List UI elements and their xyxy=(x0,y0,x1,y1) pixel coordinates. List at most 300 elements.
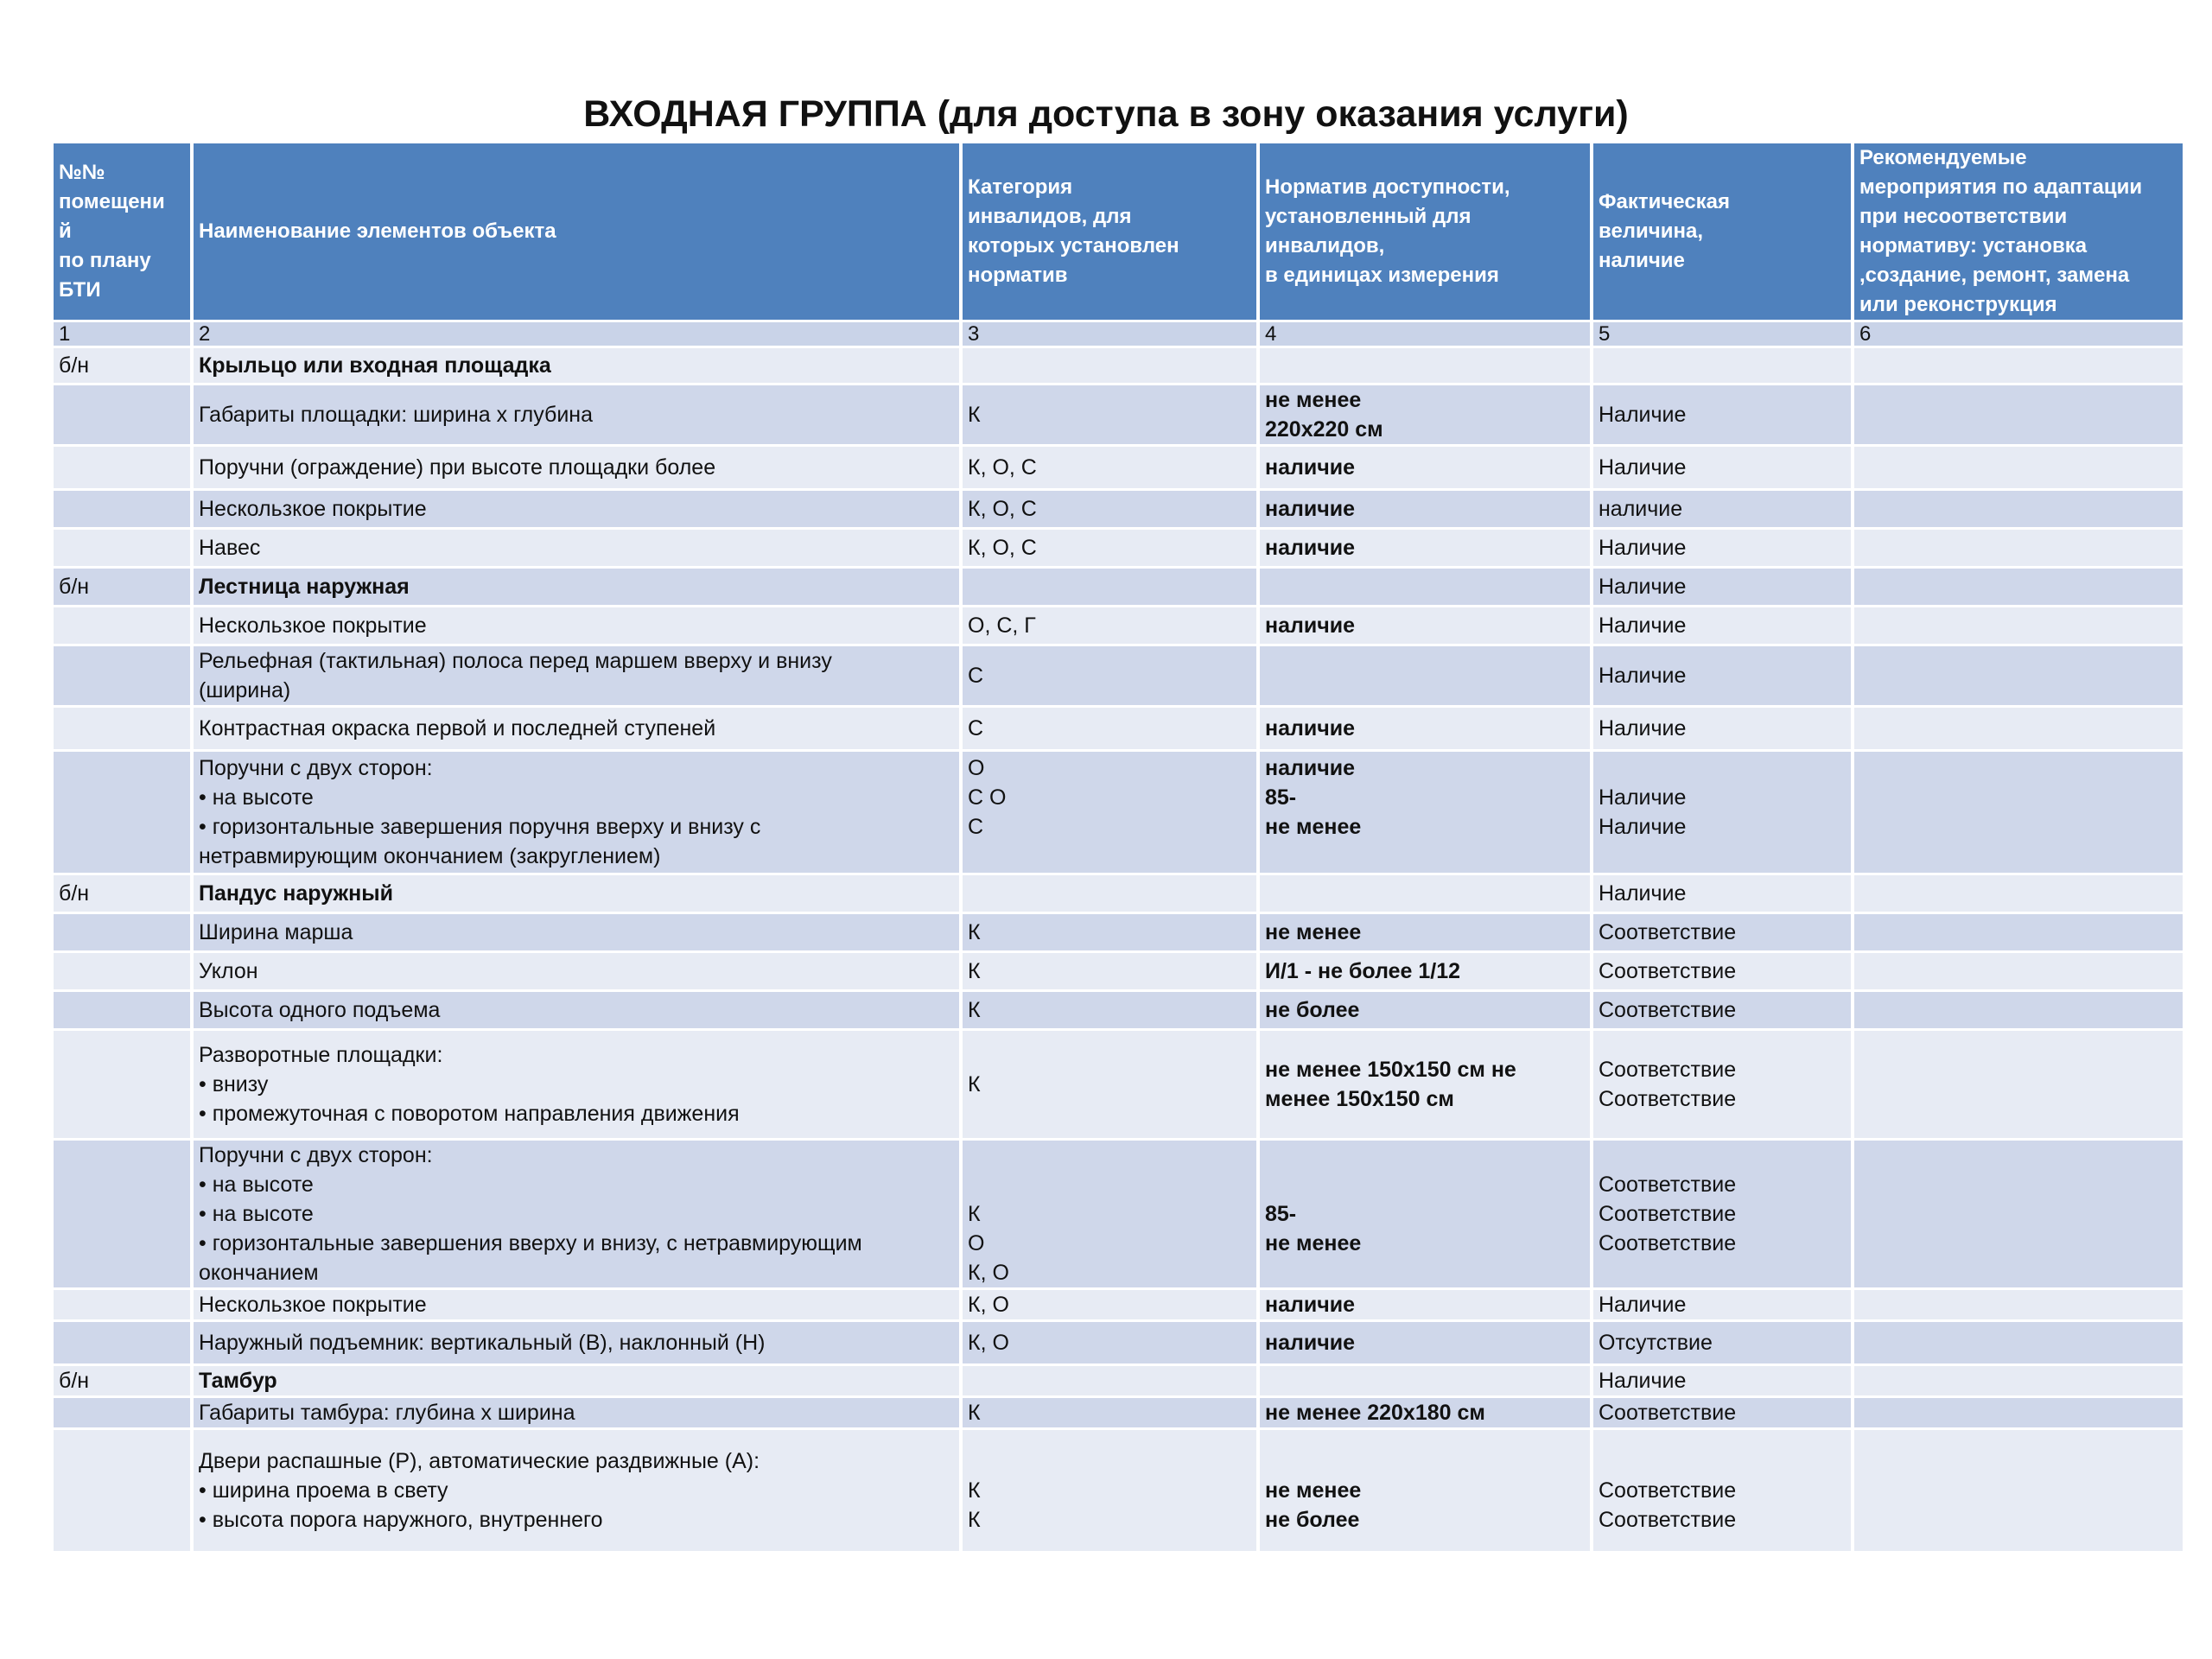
actual-value-cell xyxy=(1593,646,1851,705)
room-number-cell xyxy=(54,708,190,749)
table-row xyxy=(54,447,2183,488)
actual-value-cell-line: Соответствие xyxy=(1599,1058,1737,1082)
element-name-cell xyxy=(194,569,959,605)
category-cell xyxy=(963,569,1256,605)
recommendation-cell xyxy=(1854,708,2183,749)
norm-cell-line: не менее 220x180 см xyxy=(1265,1401,1485,1425)
element-name-cell xyxy=(194,348,959,383)
norm-cell-line: наличие xyxy=(1265,756,1356,780)
header-accessibility-norm xyxy=(1260,143,1590,320)
header-line: инвалидов, для xyxy=(968,205,1132,228)
element-name-cell-line: Лестница наружная xyxy=(199,575,410,599)
recommendation-cell xyxy=(1854,646,2183,705)
actual-value-cell-line: Соответствие xyxy=(1599,1173,1737,1197)
room-number-cell xyxy=(54,1141,190,1287)
table-row xyxy=(54,385,2183,444)
recommendation-cell xyxy=(1854,1141,2183,1287)
norm-cell-line: 85- xyxy=(1265,785,1297,810)
recommendation-cell xyxy=(1854,491,2183,527)
element-name-cell-line: • внизу xyxy=(199,1072,269,1096)
header-line: наличие xyxy=(1599,249,1685,272)
actual-value-cell xyxy=(1593,992,1851,1028)
room-number-cell xyxy=(54,1290,190,1319)
actual-value-cell xyxy=(1593,385,1851,444)
category-cell xyxy=(963,530,1256,566)
norm-cell-line: не более xyxy=(1265,998,1360,1022)
room-number-cell: б/н xyxy=(54,569,190,605)
element-name-cell-line: • на высоте xyxy=(199,785,314,810)
norm-cell-line xyxy=(1265,1170,1585,1199)
actual-value-cell-line xyxy=(1599,753,1846,783)
actual-value-cell-line: Наличие xyxy=(1599,1369,1687,1393)
category-cell-line: К, О, С xyxy=(968,536,1037,560)
category-cell xyxy=(963,875,1256,912)
recommendation-cell xyxy=(1854,1430,2183,1551)
element-name-cell xyxy=(194,708,959,749)
element-name-cell-line: Уклон xyxy=(199,959,258,983)
room-number-cell: б/н xyxy=(54,348,190,383)
header-element-name xyxy=(194,143,959,320)
element-name-cell-line: (ширина) xyxy=(199,678,291,702)
category-cell-line: К xyxy=(968,1508,981,1532)
room-number-cell xyxy=(54,1430,190,1551)
column-number: 2 xyxy=(194,322,959,346)
header-line: помещени xyxy=(59,190,165,213)
actual-value-cell-line xyxy=(1599,842,1846,871)
category-cell xyxy=(963,1430,1256,1551)
element-name-cell-line: Габариты площадки: ширина х глубина xyxy=(199,403,594,427)
category-cell xyxy=(963,752,1256,873)
actual-value-cell xyxy=(1593,1031,1851,1138)
norm-cell xyxy=(1260,385,1590,444)
norm-cell-line: наличие xyxy=(1265,455,1356,480)
category-cell xyxy=(963,1141,1256,1287)
header-line: величина, xyxy=(1599,219,1703,243)
recommendation-cell xyxy=(1854,607,2183,644)
element-name-cell-line: Нескользкое покрытие xyxy=(199,1293,427,1317)
category-cell-line: К xyxy=(968,1072,981,1096)
recommendation-cell xyxy=(1854,752,2183,873)
actual-value-cell xyxy=(1593,875,1851,912)
room-number-cell xyxy=(54,646,190,705)
header-line: мероприятия по адаптации xyxy=(1859,175,2143,199)
table-row xyxy=(54,607,2183,644)
header-line: Фактическая xyxy=(1599,190,1731,213)
norm-cell xyxy=(1260,752,1590,873)
norm-cell xyxy=(1260,607,1590,644)
category-cell xyxy=(963,914,1256,950)
room-number-cell xyxy=(54,1031,190,1138)
category-cell xyxy=(963,1366,1256,1395)
recommendation-cell xyxy=(1854,1031,2183,1138)
category-cell xyxy=(963,385,1256,444)
category-cell-line: К, О xyxy=(968,1331,1009,1355)
actual-value-cell xyxy=(1593,1430,1851,1551)
element-name-cell xyxy=(194,447,959,488)
norm-cell-line: наличие xyxy=(1265,716,1356,741)
norm-cell-line xyxy=(1265,1258,1585,1287)
column-number: 4 xyxy=(1260,322,1590,346)
header-line: или реконструкция xyxy=(1859,293,2057,316)
header-line: Наименование элементов объекта xyxy=(199,219,556,243)
room-number-cell xyxy=(54,530,190,566)
actual-value-cell-line: Соответствие xyxy=(1599,1231,1737,1255)
actual-value-cell-line: Соответствие xyxy=(1599,1478,1737,1503)
category-cell xyxy=(963,1290,1256,1319)
room-number-cell: б/н xyxy=(54,875,190,912)
column-number: 3 xyxy=(963,322,1256,346)
norm-cell-line: наличие xyxy=(1265,1293,1356,1317)
table-row xyxy=(54,1398,2183,1427)
recommendation-cell xyxy=(1854,1398,2183,1427)
category-cell xyxy=(963,348,1256,383)
category-cell-line: К, О xyxy=(968,1293,1009,1317)
actual-value-cell xyxy=(1593,447,1851,488)
norm-cell xyxy=(1260,530,1590,566)
element-name-cell xyxy=(194,1141,959,1287)
category-cell-line: К xyxy=(968,920,981,944)
actual-value-cell xyxy=(1593,708,1851,749)
table-row xyxy=(54,569,2183,605)
element-name-cell-line: • промежуточная с поворотом направления движения xyxy=(199,1102,740,1126)
room-number-cell xyxy=(54,992,190,1028)
actual-value-cell-line: Наличие xyxy=(1599,455,1687,480)
element-name-cell xyxy=(194,875,959,912)
header-line: Норматив доступности, xyxy=(1265,175,1510,199)
table-row xyxy=(54,1290,2183,1319)
actual-value-cell xyxy=(1593,953,1851,989)
actual-value-cell xyxy=(1593,1290,1851,1319)
element-name-cell-line: нетравмирующим окончанием (закруглением) xyxy=(199,844,661,868)
norm-cell xyxy=(1260,992,1590,1028)
actual-value-cell-line xyxy=(1599,1141,1846,1170)
norm-cell xyxy=(1260,348,1590,383)
column-numbers-row xyxy=(54,322,2183,346)
category-cell xyxy=(963,1031,1256,1138)
room-number-cell: б/н xyxy=(54,1366,190,1395)
norm-cell-line: наличие xyxy=(1265,1331,1356,1355)
category-cell-line: К, О, С xyxy=(968,455,1037,480)
column-number: 5 xyxy=(1593,322,1851,346)
norm-cell xyxy=(1260,953,1590,989)
table-row xyxy=(54,1322,2183,1363)
page-title: ВХОДНАЯ ГРУППА (для доступа в зону оказания услуги) xyxy=(583,93,1629,135)
category-cell-line: С xyxy=(968,664,984,688)
room-number-cell xyxy=(54,1398,190,1427)
element-name-cell-line: • на высоте xyxy=(199,1202,314,1226)
table-row xyxy=(54,646,2183,705)
actual-value-cell xyxy=(1593,1366,1851,1395)
category-cell xyxy=(963,708,1256,749)
table-row xyxy=(54,875,2183,912)
table-row xyxy=(54,348,2183,383)
element-name-cell xyxy=(194,953,959,989)
norm-cell xyxy=(1260,1290,1590,1319)
category-cell-line xyxy=(968,1141,1251,1170)
category-cell-line xyxy=(968,1170,1251,1199)
element-name-cell-line: Поручни с двух сторон: xyxy=(199,1143,433,1167)
norm-cell-line: 85- xyxy=(1265,1202,1297,1226)
norm-cell xyxy=(1260,569,1590,605)
norm-cell-line: менее 150x150 см xyxy=(1265,1087,1454,1111)
header-line: нормативу: установка xyxy=(1859,234,2088,257)
table-row xyxy=(54,1430,2183,1551)
category-cell-line: О xyxy=(968,756,985,780)
element-name-cell xyxy=(194,914,959,950)
norm-cell-line: наличие xyxy=(1265,536,1356,560)
room-number-cell xyxy=(54,607,190,644)
norm-cell-line: наличие xyxy=(1265,497,1356,521)
norm-cell-line xyxy=(1265,1141,1585,1170)
element-name-cell xyxy=(194,1031,959,1138)
norm-cell-line: не более xyxy=(1265,1508,1360,1532)
category-cell-line xyxy=(968,842,1251,871)
category-cell xyxy=(963,1398,1256,1427)
norm-cell-line: не менее xyxy=(1265,920,1362,944)
actual-value-cell xyxy=(1593,607,1851,644)
category-cell-line: К xyxy=(968,1401,981,1425)
element-name-cell-line: окончанием xyxy=(199,1261,319,1285)
table-row xyxy=(54,491,2183,527)
norm-cell-line: 220x220 см xyxy=(1265,417,1383,442)
header-line: Рекомендуемые xyxy=(1859,146,2027,169)
room-number-cell xyxy=(54,752,190,873)
table-row xyxy=(54,953,2183,989)
actual-value-cell-line: Наличие xyxy=(1599,881,1687,906)
norm-cell-line: не менее xyxy=(1265,1231,1362,1255)
element-name-cell xyxy=(194,992,959,1028)
recommendation-cell xyxy=(1854,530,2183,566)
element-name-cell xyxy=(194,491,959,527)
category-cell-line: С xyxy=(968,716,984,741)
category-cell-line: К xyxy=(968,1478,981,1503)
table-row xyxy=(54,992,2183,1028)
element-name-cell-line: Разворотные площадки: xyxy=(199,1043,443,1067)
element-name-cell xyxy=(194,1398,959,1427)
header-row xyxy=(54,143,2183,320)
actual-value-cell-line: Наличие xyxy=(1599,536,1687,560)
actual-value-cell xyxy=(1593,752,1851,873)
actual-value-cell xyxy=(1593,569,1851,605)
norm-cell xyxy=(1260,1322,1590,1363)
column-number: 1 xyxy=(54,322,190,346)
actual-value-cell-line: Наличие xyxy=(1599,1293,1687,1317)
room-number-cell xyxy=(54,491,190,527)
category-cell-line: К xyxy=(968,998,981,1022)
element-name-cell xyxy=(194,1366,959,1395)
header-line: №№ xyxy=(59,161,105,184)
header-line: по плану xyxy=(59,249,151,272)
element-name-cell xyxy=(194,607,959,644)
room-number-cell xyxy=(54,1322,190,1363)
header-line: инвалидов, xyxy=(1265,234,1385,257)
table-body xyxy=(54,322,2183,1551)
element-name-cell-line: • ширина проема в свету xyxy=(199,1478,448,1503)
category-cell-line: О xyxy=(968,1231,985,1255)
category-cell-line: С xyxy=(968,815,984,839)
norm-cell xyxy=(1260,1398,1590,1427)
header-line: норматив xyxy=(968,264,1068,287)
category-cell xyxy=(963,491,1256,527)
recommendation-cell xyxy=(1854,875,2183,912)
element-name-cell-line: Ширина марша xyxy=(199,920,353,944)
actual-value-cell-line: Наличие xyxy=(1599,716,1687,741)
element-name-cell-line: • высота порога наружного, внутреннего xyxy=(199,1508,603,1532)
norm-cell xyxy=(1260,1141,1590,1287)
norm-cell-line xyxy=(1265,842,1585,871)
room-number-cell xyxy=(54,447,190,488)
header-line: установленный для xyxy=(1265,205,1471,228)
element-name-cell-line: Поручни с двух сторон: xyxy=(199,756,433,780)
category-cell xyxy=(963,646,1256,705)
element-name-cell xyxy=(194,1290,959,1319)
norm-cell xyxy=(1260,1430,1590,1551)
category-cell-line xyxy=(968,1446,1251,1476)
actual-value-cell-line: Наличие xyxy=(1599,664,1687,688)
element-name-cell xyxy=(194,385,959,444)
norm-cell xyxy=(1260,646,1590,705)
category-cell xyxy=(963,1322,1256,1363)
column-number: 6 xyxy=(1854,322,2183,346)
actual-value-cell xyxy=(1593,1141,1851,1287)
category-cell-line: С О xyxy=(968,785,1007,810)
element-name-cell-line: Двери распашные (Р), автоматические раздвижные (А): xyxy=(199,1449,760,1473)
recommendation-cell xyxy=(1854,953,2183,989)
norm-cell-line: не менее xyxy=(1265,1478,1362,1503)
element-name-cell-line: Наружный подъемник: вертикальный (В), наклонный (Н) xyxy=(199,1331,766,1355)
element-name-cell-line: Навес xyxy=(199,536,261,560)
norm-cell xyxy=(1260,1366,1590,1395)
recommendation-cell xyxy=(1854,1290,2183,1319)
room-number-cell xyxy=(54,385,190,444)
actual-value-cell-line: Наличие xyxy=(1599,403,1687,427)
category-cell-line: К xyxy=(968,403,981,427)
actual-value-cell-line: Наличие xyxy=(1599,785,1687,810)
norm-cell-line: наличие xyxy=(1265,613,1356,638)
element-name-cell-line: Контрастная окраска первой и последней ступеней xyxy=(199,716,716,741)
header-recommended-measures xyxy=(1854,143,2183,320)
actual-value-cell-line: Соответствие xyxy=(1599,1401,1737,1425)
element-name-cell-line: Крыльцо или входная площадка xyxy=(199,353,551,378)
recommendation-cell xyxy=(1854,914,2183,950)
actual-value-cell xyxy=(1593,348,1851,383)
norm-cell xyxy=(1260,875,1590,912)
norm-cell xyxy=(1260,1031,1590,1138)
element-name-cell-line: Тамбур xyxy=(199,1369,277,1393)
element-name-cell xyxy=(194,646,959,705)
recommendation-cell xyxy=(1854,447,2183,488)
element-name-cell xyxy=(194,530,959,566)
recommendation-cell xyxy=(1854,1366,2183,1395)
recommendation-cell xyxy=(1854,569,2183,605)
actual-value-cell xyxy=(1593,491,1851,527)
norm-cell-line: не менее 150x150 см не xyxy=(1265,1058,1516,1082)
table-row xyxy=(54,530,2183,566)
actual-value-cell-line xyxy=(1599,1258,1846,1287)
element-name-cell-line: Габариты тамбура: глубина х ширина xyxy=(199,1401,575,1425)
element-name-cell-line: Рельефная (тактильная) полоса перед маршем вверху и внизу xyxy=(199,649,832,673)
header-line: при несоответствии xyxy=(1859,205,2068,228)
element-name-cell xyxy=(194,752,959,873)
category-cell xyxy=(963,992,1256,1028)
actual-value-cell-line: Соответствие xyxy=(1599,1508,1737,1532)
recommendation-cell xyxy=(1854,992,2183,1028)
actual-value-cell-line xyxy=(1599,1446,1846,1476)
element-name-cell xyxy=(194,1322,959,1363)
header-line: Категория xyxy=(968,175,1073,199)
category-cell-line: К xyxy=(968,959,981,983)
element-name-cell-line: • на высоте xyxy=(199,1173,314,1197)
element-name-cell-line: Пандус наружный xyxy=(199,881,393,906)
recommendation-cell xyxy=(1854,1322,2183,1363)
table-row xyxy=(54,1366,2183,1395)
header-line: ,создание, ремонт, замена xyxy=(1859,264,2130,287)
norm-cell-line: И/1 - не более 1/12 xyxy=(1265,959,1461,983)
element-name-cell-line: • горизонтальные завершения поручня вверху и внизу с xyxy=(199,815,761,839)
category-cell-line: К, О, С xyxy=(968,497,1037,521)
category-cell xyxy=(963,953,1256,989)
element-name-cell xyxy=(194,1430,959,1551)
element-name-cell-line: • горизонтальные завершения вверху и внизу, с нетравмирующим xyxy=(199,1231,862,1255)
header-line: в единицах измерения xyxy=(1265,264,1499,287)
actual-value-cell-line: Отсутствие xyxy=(1599,1331,1713,1355)
category-cell-line: О, С, Г xyxy=(968,613,1036,638)
header-line: БТИ xyxy=(59,278,101,302)
category-cell-line: К xyxy=(968,1202,981,1226)
actual-value-cell xyxy=(1593,914,1851,950)
recommendation-cell xyxy=(1854,348,2183,383)
actual-value-cell-line: Наличие xyxy=(1599,613,1687,638)
table-row xyxy=(54,1141,2183,1287)
actual-value-cell xyxy=(1593,1398,1851,1427)
norm-cell xyxy=(1260,708,1590,749)
room-number-cell xyxy=(54,914,190,950)
element-name-cell-line: Поручни (ограждение) при высоте площадки более xyxy=(199,455,716,480)
recommendation-cell xyxy=(1854,385,2183,444)
header-actual-value xyxy=(1593,143,1851,320)
actual-value-cell-line: Соответствие xyxy=(1599,1087,1737,1111)
actual-value-cell-line: наличие xyxy=(1599,497,1683,521)
actual-value-cell-line: Соответствие xyxy=(1599,1202,1737,1226)
table-row xyxy=(54,1031,2183,1138)
actual-value-cell-line: Наличие xyxy=(1599,815,1687,839)
category-cell-line: К, О xyxy=(968,1261,1009,1285)
actual-value-cell-line: Наличие xyxy=(1599,575,1687,599)
element-name-cell-line: Высота одного подъема xyxy=(199,998,441,1022)
actual-value-cell xyxy=(1593,530,1851,566)
header-line: которых установлен xyxy=(968,234,1179,257)
element-name-cell-line: Нескользкое покрытие xyxy=(199,497,427,521)
norm-cell xyxy=(1260,914,1590,950)
header-room-number xyxy=(54,143,190,320)
norm-cell xyxy=(1260,491,1590,527)
table-row xyxy=(54,708,2183,749)
norm-cell-line: не менее xyxy=(1265,815,1362,839)
norm-cell-line xyxy=(1265,1446,1585,1476)
actual-value-cell-line: Соответствие xyxy=(1599,920,1737,944)
header-line: й xyxy=(59,219,72,243)
table-row xyxy=(54,914,2183,950)
accessibility-table xyxy=(50,141,2186,1554)
actual-value-cell-line: Соответствие xyxy=(1599,959,1737,983)
category-cell xyxy=(963,607,1256,644)
table-row xyxy=(54,752,2183,873)
header-disability-category xyxy=(963,143,1256,320)
category-cell xyxy=(963,447,1256,488)
norm-cell-line: не менее xyxy=(1265,388,1362,412)
norm-cell xyxy=(1260,447,1590,488)
element-name-cell-line: Нескользкое покрытие xyxy=(199,613,427,638)
